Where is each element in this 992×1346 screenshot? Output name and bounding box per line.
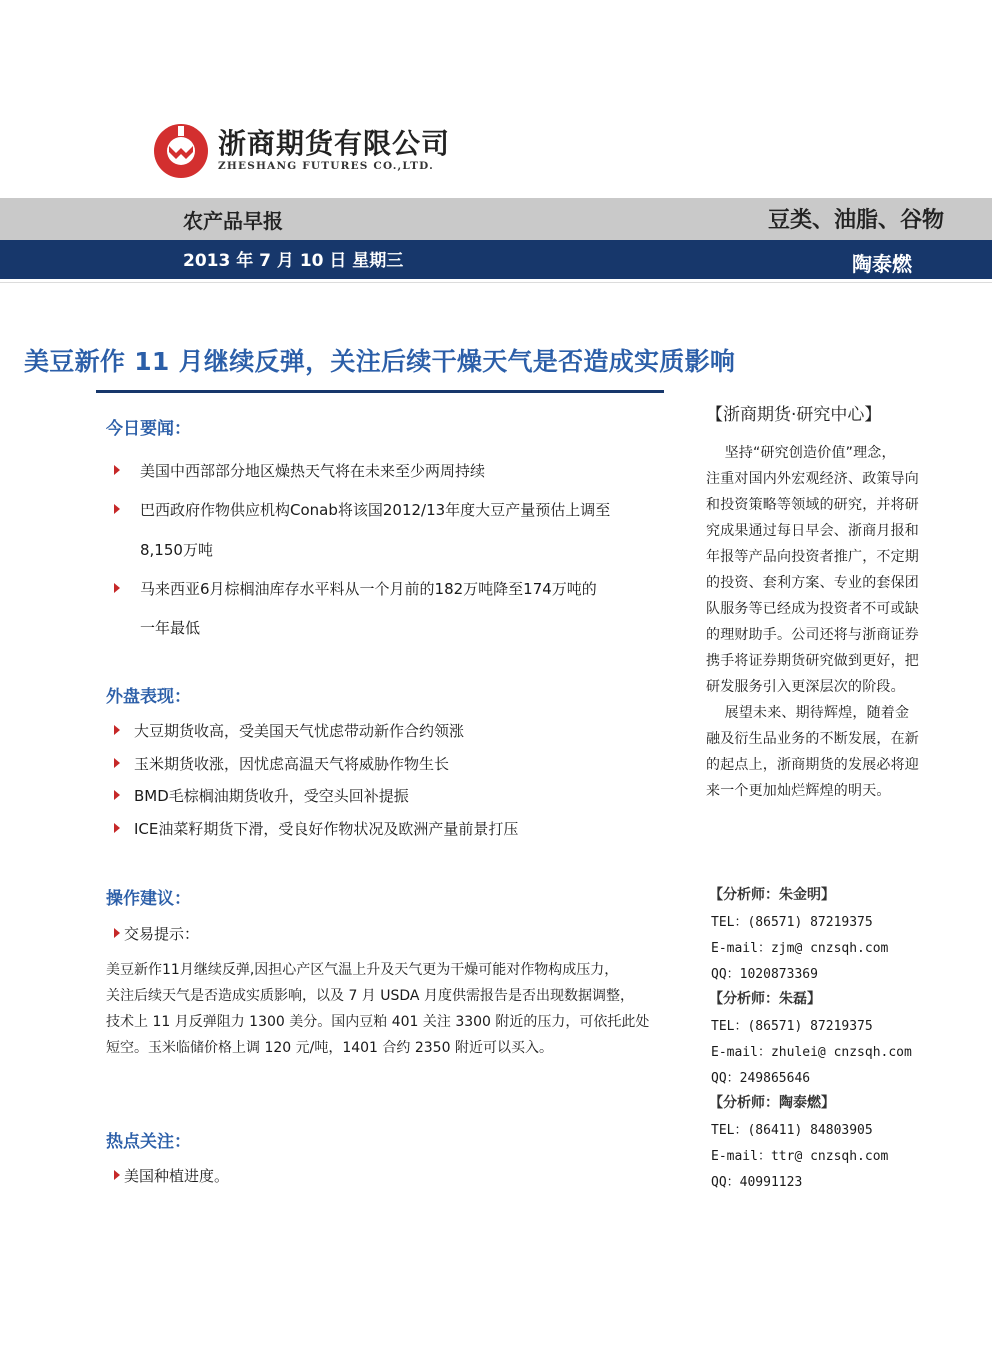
sidebar-text: 坚持“研究创造价值”理念， xyxy=(706,445,896,461)
sidebar-text: 的投资、套利方案、专业的套保团 xyxy=(706,575,919,591)
report-category: 豆类、油脂、谷物 xyxy=(767,208,944,233)
list-item-continued: 8,150万吨 xyxy=(140,541,213,559)
section-title-news: 今日要闻： xyxy=(106,419,191,439)
analyst-email[interactable]: E-mail：ttr@ cnzsqh.com xyxy=(711,1149,889,1164)
bullet-arrow-icon xyxy=(114,504,120,514)
bullet-arrow-icon xyxy=(114,928,120,938)
sidebar-text: 注重对国内外宏观经济、政策导向 xyxy=(706,471,919,487)
list-item: 美国种植进度。 xyxy=(124,1167,230,1185)
title-rule xyxy=(96,390,664,393)
section-title-hot: 热点关注： xyxy=(106,1132,191,1152)
analyst-name: 【分析师：朱金明】 xyxy=(709,887,835,903)
sidebar-text: 携手将证券期货研究做到更好，把 xyxy=(706,653,919,669)
analyst-qq: QQ：249865646 xyxy=(711,1071,811,1086)
analyst-tel: TEL：(86571) 87219375 xyxy=(711,915,873,930)
sidebar-text: 展望未来、期待辉煌，随着金 xyxy=(706,705,910,721)
sidebar-title: 【浙商期货·研究中心】 xyxy=(706,405,882,425)
list-item: 美国中西部部分地区燥热天气将在未来至少两周持续 xyxy=(140,462,486,480)
analyst-email[interactable]: E-mail：zjm@ cnzsqh.com xyxy=(711,941,889,956)
list-item-continued: 一年最低 xyxy=(140,619,201,637)
bullet-arrow-icon xyxy=(114,725,120,735)
sidebar-text: 研发服务引入更深层次的阶段。 xyxy=(706,679,905,695)
report-type: 农产品早报 xyxy=(183,209,283,233)
company-name-en: ZHESHANG FUTURES CO.,LTD. xyxy=(218,160,434,172)
list-item: ICE油菜籽期货下滑，受良好作物状况及欧洲产量前景打压 xyxy=(134,820,519,838)
advice-subtitle: 交易提示： xyxy=(124,925,200,943)
company-logo-icon xyxy=(152,122,210,180)
sidebar-text: 的起点上，浙商期货的发展必将迎 xyxy=(706,757,919,773)
analyst-name: 【分析师：陶泰燃】 xyxy=(709,1095,835,1111)
bullet-arrow-icon xyxy=(114,758,120,768)
section-title-advice: 操作建议： xyxy=(106,889,191,909)
divider xyxy=(0,282,992,283)
sidebar-text: 年报等产品向投资者推广，不定期 xyxy=(706,549,919,565)
bullet-arrow-icon xyxy=(114,823,120,833)
list-item: 大豆期货收高，受美国天气忧虑带动新作合约领涨 xyxy=(134,722,465,740)
analyst-name: 【分析师：朱磊】 xyxy=(709,991,821,1007)
section-title-overseas: 外盘表现： xyxy=(106,687,191,707)
report-date: 2013 年 7 月 10 日 星期三 xyxy=(183,251,404,271)
report-author: 陶泰燃 xyxy=(852,252,912,276)
bullet-arrow-icon xyxy=(114,583,120,593)
advice-line: 短空。玉米临储价格上调 120 元/吨，1401 合约 2350 附近可以买入。 xyxy=(106,1040,553,1056)
bullet-arrow-icon xyxy=(114,1170,120,1180)
analyst-email[interactable]: E-mail：zhulei@ cnzsqh.com xyxy=(711,1045,912,1060)
sidebar-text: 队服务等已经成为投资者不可或缺 xyxy=(706,601,919,617)
advice-line: 技术上 11 月反弹阻力 1300 美分。国内豆粕 401 关注 3300 附近的压力，可依托此处 xyxy=(106,1014,650,1030)
sidebar-text: 究成果通过每日早会、浙商月报和 xyxy=(706,523,919,539)
company-name-cn: 浙商期货有限公司 xyxy=(218,127,451,160)
sidebar-text: 来一个更加灿烂辉煌的明天。 xyxy=(706,783,891,799)
analyst-tel: TEL：(86571) 87219375 xyxy=(711,1019,873,1034)
analyst-tel: TEL：(86411) 84803905 xyxy=(711,1123,873,1138)
list-item: 玉米期货收涨，因忧虑高温天气将威胁作物生长 xyxy=(134,755,450,773)
sidebar-text: 的理财助手。公司还将与浙商证券 xyxy=(706,627,919,643)
page-title: 美豆新作 11 月继续反弹，关注后续干燥天气是否造成实质影响 xyxy=(24,347,736,376)
advice-line: 关注后续天气是否造成实质影响，以及 7 月 USDA 月度供需报告是否出现数据调整， xyxy=(106,988,634,1004)
date-band xyxy=(0,240,992,279)
advice-line: 美豆新作11月继续反弹,因担心产区气温上升及天气更为干燥可能对作物构成压力， xyxy=(106,962,619,978)
analyst-qq: QQ：1020873369 xyxy=(711,967,818,982)
bullet-arrow-icon xyxy=(114,790,120,800)
report-type-band xyxy=(0,198,992,240)
list-item: BMD毛棕榈油期货收升，受空头回补提振 xyxy=(134,787,409,805)
list-item: 马来西亚6月棕榈油库存水平料从一个月前的182万吨降至174万吨的 xyxy=(140,580,597,598)
bullet-arrow-icon xyxy=(114,465,120,475)
list-item: 巴西政府作物供应机构Conab将该国2012/13年度大豆产量预估上调至 xyxy=(140,501,611,519)
analyst-qq: QQ：40991123 xyxy=(711,1175,803,1190)
sidebar-text: 融及衍生品业务的不断发展，在新 xyxy=(706,731,919,747)
sidebar-text: 和投资策略等领域的研究，并将研 xyxy=(706,497,919,513)
